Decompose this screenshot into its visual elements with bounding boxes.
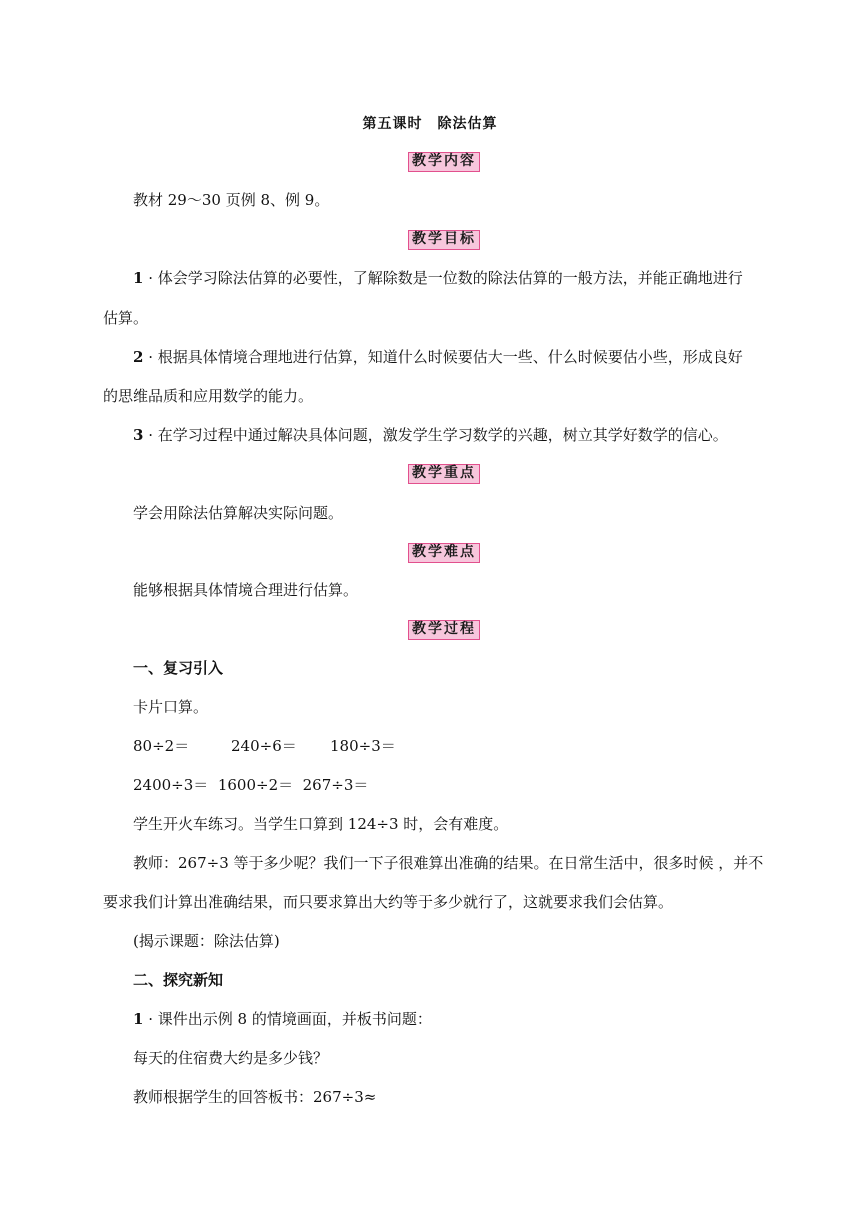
objective-3-number: 3 xyxy=(133,426,144,444)
calc-item: 180÷3＝ xyxy=(330,737,396,755)
calc-item: 80÷2＝ xyxy=(133,737,190,755)
question-text: 每天的住宿费大约是多少钱？ xyxy=(133,1049,329,1067)
badge-teaching-content: 教学内容 xyxy=(408,152,480,172)
objective-2-number: 2 xyxy=(133,348,144,366)
objective-2-continuation: 的思维品质和应用数学的能力。 xyxy=(103,387,314,405)
badge-teaching-objectives: 教学目标 xyxy=(408,230,480,250)
objective-3-text: 在学习过程中通过解决具体问题，激发学生学习数学的兴趣，树立其学好数学的信心。 xyxy=(157,426,728,444)
objective-3 xyxy=(133,425,763,445)
calc-item: 240÷6＝ xyxy=(231,737,297,755)
content-text: 教材 29～30 页例 8、例 9。 xyxy=(133,191,330,209)
key-point-text: 学会用除法估算解决实际问题。 xyxy=(133,504,344,522)
explore-item-1-text: 课件出示例 8 的情境画面，并板书问题： xyxy=(157,1010,432,1028)
board-text: 教师根据学生的回答板书：267÷3≈ xyxy=(133,1088,377,1106)
objective-1-separator: · xyxy=(148,269,153,287)
badge-key-point: 教学重点 xyxy=(408,464,480,484)
objective-2 xyxy=(133,347,763,367)
difficulty-text: 能够根据具体情境合理进行估算。 xyxy=(133,581,359,599)
objective-2-separator: · xyxy=(148,348,153,366)
calc-row-2: 2400÷3＝ 1600÷2＝ 267÷3＝ xyxy=(133,776,369,794)
card-calc-intro: 卡片口算。 xyxy=(133,698,209,716)
objective-1-text: 体会学习除法估算的必要性，了解除数是一位数的除法估算的一般方法，并能正确地进行 xyxy=(157,269,743,287)
reveal-topic: (揭示课题：除法估算) xyxy=(133,932,280,950)
lesson-title: 第五课时 除法估算 xyxy=(362,116,498,132)
objective-1-number: 1 xyxy=(133,269,144,287)
objective-1 xyxy=(133,268,763,288)
badge-difficulty: 教学难点 xyxy=(408,543,480,563)
explore-item-1 xyxy=(133,1009,763,1029)
teacher-text: 教师：267÷3 等于多少呢？我们一下子很难算出准确的结果。在日常生活中，很多时候 ，并不 xyxy=(133,854,764,872)
part1-heading: 一、复习引入 xyxy=(133,659,224,677)
explore-item-1-number: 1 xyxy=(133,1010,144,1028)
train-practice-text: 学生开火车练习。当学生口算到 124÷3 时，会有难度。 xyxy=(133,815,509,833)
badge-teaching-process: 教学过程 xyxy=(408,620,480,640)
teacher-text-continuation: 要求我们计算出准确结果，而只要求算出大约等于多少就行了，这就要求我们会估算。 xyxy=(103,893,674,911)
objective-1-continuation: 估算。 xyxy=(103,309,149,327)
objective-2-text: 根据具体情境合理地进行估算，知道什么时候要估大一些、什么时候要估小些，形成良好 xyxy=(157,348,743,366)
explore-item-1-separator: · xyxy=(148,1010,153,1028)
part2-heading: 二、探究新知 xyxy=(133,971,224,989)
objective-3-separator: · xyxy=(148,426,153,444)
